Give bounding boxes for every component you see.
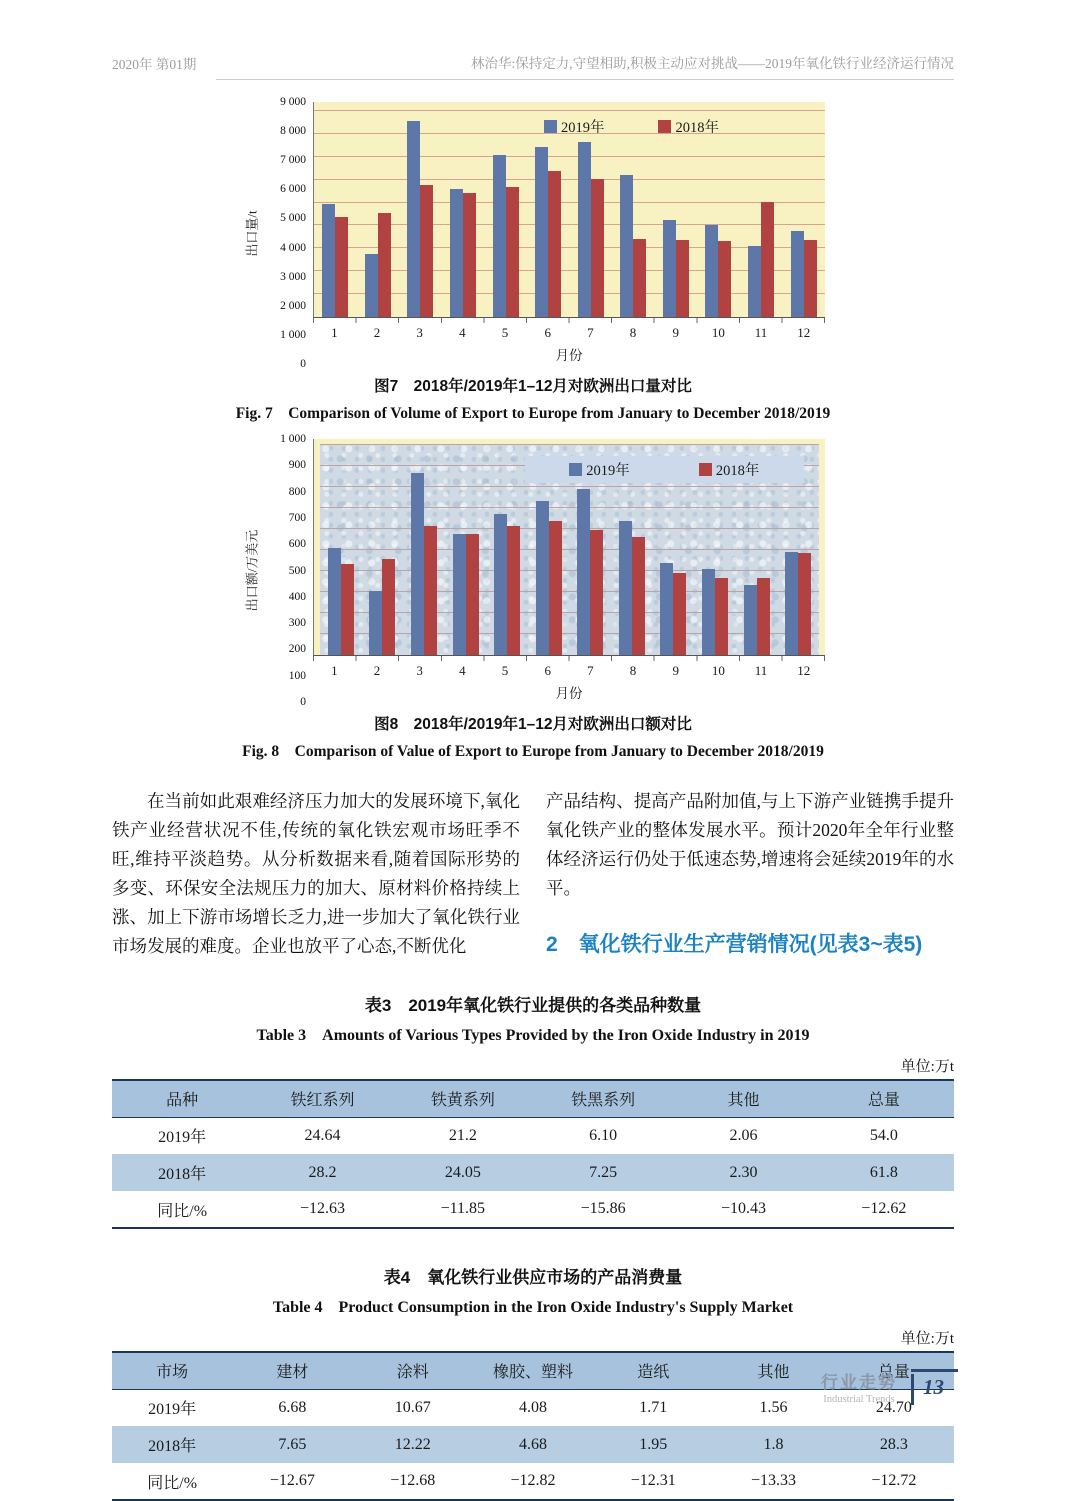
figure8-x-axis-ticks (313, 656, 825, 661)
bar-2019年-month-1 (328, 548, 341, 655)
y-tick-label: 4 000 (280, 241, 306, 254)
bar-2018年-month-2 (378, 213, 391, 317)
table-cell: 1.8 (713, 1426, 833, 1463)
column-header: 铁黄系列 (393, 1080, 533, 1117)
bar-2019年-month-1 (322, 204, 335, 317)
table-cell: 61.8 (814, 1154, 954, 1191)
x-tick-label: 11 (754, 325, 768, 340)
y-tick-label: 900 (288, 459, 306, 472)
figure8-x-axis-label: 月份 (555, 686, 583, 701)
bar-2018年-month-4 (463, 193, 476, 317)
column-header: 总量 (834, 1352, 954, 1389)
figure7-x-axis-ticks (313, 318, 825, 323)
figure7-month-labels (313, 325, 825, 341)
bar-2019年-month-8 (619, 521, 632, 655)
bar-2019年-month-10 (705, 225, 718, 317)
bar-2019年-month-3 (411, 473, 424, 655)
table-cell: 同比/% (157, 1202, 208, 1220)
column-header: 造纸 (593, 1352, 713, 1389)
bar-2019年-month-9 (660, 563, 673, 655)
table-row (112, 1426, 954, 1463)
column-header: 涂料 (353, 1352, 473, 1389)
y-tick-label: 800 (288, 485, 306, 498)
bar-2018年-month-12 (798, 553, 811, 655)
x-tick-label: 6 (544, 325, 551, 340)
column-header: 其他 (713, 1352, 833, 1389)
x-tick-label: 2 (373, 325, 381, 340)
figure8-caption (112, 712, 954, 761)
y-tick-label: 500 (288, 564, 306, 577)
table-cell: 24.05 (393, 1154, 533, 1191)
y-tick-label: 0 (300, 696, 306, 708)
x-tick-label: 7 (587, 325, 594, 340)
figure8-caption-cn: 图8 2018年/2019年1–12月对欧洲出口额对比 (374, 716, 692, 733)
x-tick-label: 12 (797, 325, 811, 340)
bar-2019年-month-12 (791, 231, 804, 317)
bar-2019年-month-6 (536, 501, 549, 655)
x-tick-label: 5 (501, 663, 509, 678)
bars-layer (314, 111, 825, 317)
bar-2018年-month-8 (632, 537, 645, 655)
y-tick-label: 1 000 (280, 433, 306, 445)
x-tick-label: 6 (544, 663, 551, 678)
bar-2019年-month-12 (785, 552, 798, 655)
column-header: 品种 (112, 1080, 252, 1117)
bar-2018年-month-8 (633, 239, 646, 317)
figure7-caption-en: Fig. 7 Comparison of Volume of Export to Europe from January to December 2018/2019 (235, 405, 831, 422)
bar-group-month-2 (362, 445, 404, 655)
bar-group-month-5 (486, 445, 528, 655)
y-tick-label: 9 000 (280, 96, 306, 108)
table-cell: 7.65 (232, 1426, 352, 1463)
table4-title-en: Table 4 Product Consumption in the Iron Oxide Industry's Supply Market (272, 1299, 794, 1316)
figure7-x-axis-label: 月份 (555, 348, 583, 363)
x-tick-label: 3 (416, 325, 423, 340)
figure7-legend (544, 116, 719, 137)
table-cell: −13.33 (751, 1472, 797, 1489)
bar-2018年-month-6 (548, 171, 561, 317)
table-cell: 24.64 (304, 1126, 341, 1144)
bar-group-month-4 (445, 445, 487, 655)
table-cell: 2.06 (729, 1126, 758, 1144)
figure7-caption-cn: 图7 2018年/2019年1–12月对欧洲出口量对比 (374, 378, 692, 395)
page-number: 13 (911, 1374, 958, 1405)
bar-2019年-month-6 (535, 147, 548, 317)
table-cell: −12.72 (871, 1472, 917, 1489)
figure8-bar-chart (241, 433, 825, 708)
figure8-caption-en: Fig. 8 Comparison of Value of Export to Europe from January to December 2018/2019 (242, 743, 824, 760)
bar-2018年-month-3 (424, 526, 437, 655)
legend-item-2019年 (544, 116, 605, 137)
bar-group-month-11 (740, 111, 783, 317)
table-cell: 24.70 (875, 1398, 912, 1416)
figure7-y-axis (261, 96, 313, 370)
paragraph-right: 产品结构、提高产品附加值,与上下游产业链携手提升氧化铁产业的整体发展水平。预计2020年全年行业整体经济运行仍处于低速态势,增速将会延续2019年的水平。 (546, 791, 954, 898)
x-tick-label: 4 (459, 663, 466, 678)
bar-2019年-month-11 (744, 585, 757, 655)
table-row (112, 1117, 954, 1154)
legend-label: 2019年 (560, 120, 605, 136)
table3-title-cn: 表3 2019年氧化铁行业提供的各类品种数量 (364, 996, 702, 1015)
table-cell: −12.62 (861, 1200, 907, 1217)
table-cell: 28.2 (252, 1154, 392, 1191)
bar-2018年-month-12 (804, 240, 817, 317)
column-header: 橡胶、塑料 (473, 1352, 593, 1389)
figure8-month-labels (313, 663, 825, 679)
bar-2019年-month-5 (494, 514, 507, 655)
figure8-plot-area (320, 445, 819, 655)
table-cell: 21.2 (448, 1126, 477, 1144)
bar-group-month-8 (612, 111, 655, 317)
table4-title-cn: 表4 氧化铁行业供应市场的产品消费量 (383, 1268, 683, 1287)
page-number-box (911, 1369, 958, 1405)
figure8-y-axis-label: 出口额/万美元 (244, 529, 260, 612)
y-tick-label: 2 000 (280, 299, 306, 312)
bar-group-month-10 (697, 111, 740, 317)
bar-2018年-month-5 (506, 187, 519, 317)
bar-group-month-3 (403, 445, 445, 655)
figure8-y-axis (261, 433, 313, 708)
y-tick-label: 8 000 (280, 125, 306, 138)
x-tick-label: 10 (711, 325, 725, 340)
bar-group-month-2 (357, 111, 400, 317)
figure7-bar-chart (241, 96, 825, 370)
y-tick-label: 600 (288, 538, 306, 551)
table3-title-en: Table 3 Amounts of Various Types Provided by the Iron Oxide Industry in 2019 (256, 1027, 810, 1044)
x-tick-label: 9 (672, 325, 679, 340)
footer-section-en: Industrial Trends (823, 1394, 895, 1405)
page-footer (821, 1368, 958, 1405)
table-row (112, 1191, 954, 1228)
section-heading: 2 氧化铁行业生产营销情况(见表3~表5) (546, 933, 923, 956)
x-tick-label: 2 (373, 663, 381, 678)
bar-2018年-month-6 (549, 521, 562, 655)
table-cell: −10.43 (720, 1200, 766, 1217)
bar-2019年-month-11 (748, 246, 761, 317)
legend-swatch-2019年 (544, 120, 557, 133)
figure7-plot-area (314, 111, 825, 317)
y-tick-label: 200 (288, 643, 306, 656)
bar-2019年-month-2 (365, 254, 378, 317)
x-tick-label: 1 (331, 663, 338, 678)
column-header: 铁黑系列 (533, 1080, 673, 1117)
table-cell: 54.0 (869, 1126, 898, 1144)
x-tick-label: 11 (754, 663, 768, 678)
column-header: 建材 (232, 1352, 352, 1389)
y-tick-label: 300 (288, 617, 306, 630)
bar-2018年-month-2 (382, 559, 395, 655)
table-cell: 同比/% (147, 1474, 198, 1492)
footer-section-cn: 行业走势 (821, 1373, 897, 1392)
table3-body (112, 1117, 954, 1228)
column-header: 铁红系列 (252, 1080, 392, 1117)
bar-2019年-month-4 (450, 189, 463, 317)
table-cell: −12.67 (269, 1472, 315, 1489)
legend-item-2018年 (699, 459, 760, 480)
bar-2018年-month-7 (590, 530, 603, 655)
table-cell: −12.68 (390, 1472, 436, 1489)
table-cell: 6.68 (278, 1398, 307, 1416)
body-text (112, 787, 954, 961)
bar-group-month-4 (442, 111, 485, 317)
bar-2018年-month-1 (335, 217, 348, 317)
table-cell: 2018年 (112, 1154, 252, 1191)
bar-2019年-month-2 (369, 591, 382, 655)
table-row (112, 1154, 954, 1191)
table-cell: −12.82 (510, 1472, 556, 1489)
legend-swatch-2018年 (658, 120, 671, 133)
bar-2018年-month-11 (761, 202, 774, 317)
figure7-caption (112, 374, 954, 423)
bar-2018年-month-10 (715, 578, 728, 655)
legend-label: 2019年 (586, 463, 630, 479)
table3-header (112, 1080, 954, 1117)
bar-2019年-month-5 (493, 155, 506, 318)
table-cell: −15.86 (580, 1200, 626, 1217)
y-tick-label: 5 000 (280, 212, 306, 225)
bar-2018年-month-1 (341, 564, 354, 655)
x-tick-label: 7 (587, 663, 594, 678)
legend-item-2018年 (658, 116, 719, 137)
issue-label: 2020年 第01期 (112, 57, 197, 72)
bar-group-month-1 (320, 445, 362, 655)
y-tick-label: 1 000 (280, 328, 306, 341)
figure8-legend (525, 456, 804, 483)
table-cell: 10.67 (394, 1398, 431, 1416)
table3 (112, 1079, 954, 1229)
table-cell: 2019年 (148, 1401, 197, 1419)
y-tick-label: 7 000 (280, 154, 306, 167)
table-cell: 4.08 (518, 1398, 547, 1416)
x-tick-label: 3 (416, 663, 423, 678)
table3-block (112, 991, 954, 1229)
x-tick-label: 8 (629, 663, 637, 678)
table-cell: 1.56 (759, 1398, 788, 1416)
body-column-left (112, 787, 520, 961)
x-tick-label: 12 (797, 663, 811, 678)
x-tick-label: 9 (672, 663, 679, 678)
bar-group-month-9 (655, 111, 698, 317)
y-tick-label: 400 (288, 590, 306, 603)
bar-group-month-6 (527, 111, 570, 317)
legend-label: 2018年 (675, 120, 719, 136)
bar-2019年-month-3 (407, 121, 420, 317)
table-cell: 2019年 (158, 1129, 207, 1147)
y-tick-label: 0 (300, 358, 306, 370)
bar-group-month-5 (484, 111, 527, 317)
legend-swatch-2019年 (569, 463, 582, 476)
body-column-right (546, 787, 954, 961)
bar-2019年-month-7 (578, 142, 591, 317)
column-header: 市场 (112, 1352, 232, 1389)
bar-2018年-month-4 (466, 534, 479, 655)
bar-group-month-7 (569, 111, 612, 317)
table3-unit-label: 单位:万t (900, 1059, 954, 1075)
legend-item-2019年 (569, 459, 630, 480)
bar-2018年-month-9 (673, 573, 686, 655)
table4-unit-label: 单位:万t (900, 1331, 954, 1347)
bar-2018年-month-5 (507, 526, 520, 655)
bar-2019年-month-4 (453, 534, 466, 655)
bar-2018年-month-10 (718, 241, 731, 317)
table-cell: 7.25 (533, 1154, 673, 1191)
y-tick-label: 100 (288, 669, 306, 682)
x-tick-label: 10 (711, 663, 725, 678)
table-cell: 6.10 (589, 1126, 618, 1144)
table-cell: 1.95 (593, 1426, 713, 1463)
bar-2018年-month-11 (757, 578, 770, 655)
y-tick-label: 6 000 (280, 183, 306, 196)
x-tick-label: 5 (501, 325, 509, 340)
running-title: 林治华:保持定力,守望相助,积极主动应对挑战——2019年氧化铁行业经济运行情况 (216, 52, 954, 80)
bar-2018年-month-9 (676, 240, 689, 317)
page-header (112, 52, 954, 80)
column-header: 其他 (673, 1080, 813, 1117)
bar-group-month-3 (399, 111, 442, 317)
x-tick-label: 8 (629, 325, 637, 340)
bar-group-month-1 (314, 111, 357, 317)
table-cell: 4.68 (473, 1426, 593, 1463)
column-header: 总量 (814, 1080, 954, 1117)
legend-swatch-2018年 (699, 463, 712, 476)
bar-2018年-month-3 (420, 185, 433, 317)
legend-label: 2018年 (715, 463, 760, 479)
table-cell: 1.71 (639, 1398, 668, 1416)
bar-2019年-month-7 (577, 489, 590, 655)
table-cell: 2018年 (112, 1426, 232, 1463)
y-tick-label: 700 (288, 511, 306, 524)
table-cell: −11.85 (440, 1200, 486, 1217)
paragraph-left: 在当前如此艰难经济压力加大的发展环境下,氧化铁产业经营状况不佳,传统的氧化铁宏观市场旺季不旺,维持平淡趋势。从分析数据来看,随着国际形势的多变、环保安全法规压力的加大、原材料价格持续上涨、加上下游市场增长乏力,进一步加大了氧化铁行业市场发展的难度。企业也放平了心态,不断优化 (112, 791, 520, 956)
table-cell: −12.63 (299, 1200, 345, 1217)
table4-body (112, 1389, 954, 1500)
table-cell: −12.31 (630, 1472, 676, 1489)
bar-2019年-month-8 (620, 175, 633, 317)
table-cell: 12.22 (353, 1426, 473, 1463)
figure7-y-axis-label: 出口量/t (244, 209, 260, 257)
bar-group-month-12 (782, 111, 825, 317)
table-row (112, 1463, 954, 1500)
x-tick-label: 4 (459, 325, 466, 340)
table-cell: 28.3 (834, 1426, 954, 1463)
y-tick-label: 3 000 (280, 270, 306, 283)
bar-2018年-month-7 (591, 179, 604, 317)
bar-2019年-month-9 (663, 220, 676, 317)
bar-2019年-month-10 (702, 569, 715, 655)
table-cell: 2.30 (673, 1154, 813, 1191)
x-tick-label: 1 (331, 325, 338, 340)
